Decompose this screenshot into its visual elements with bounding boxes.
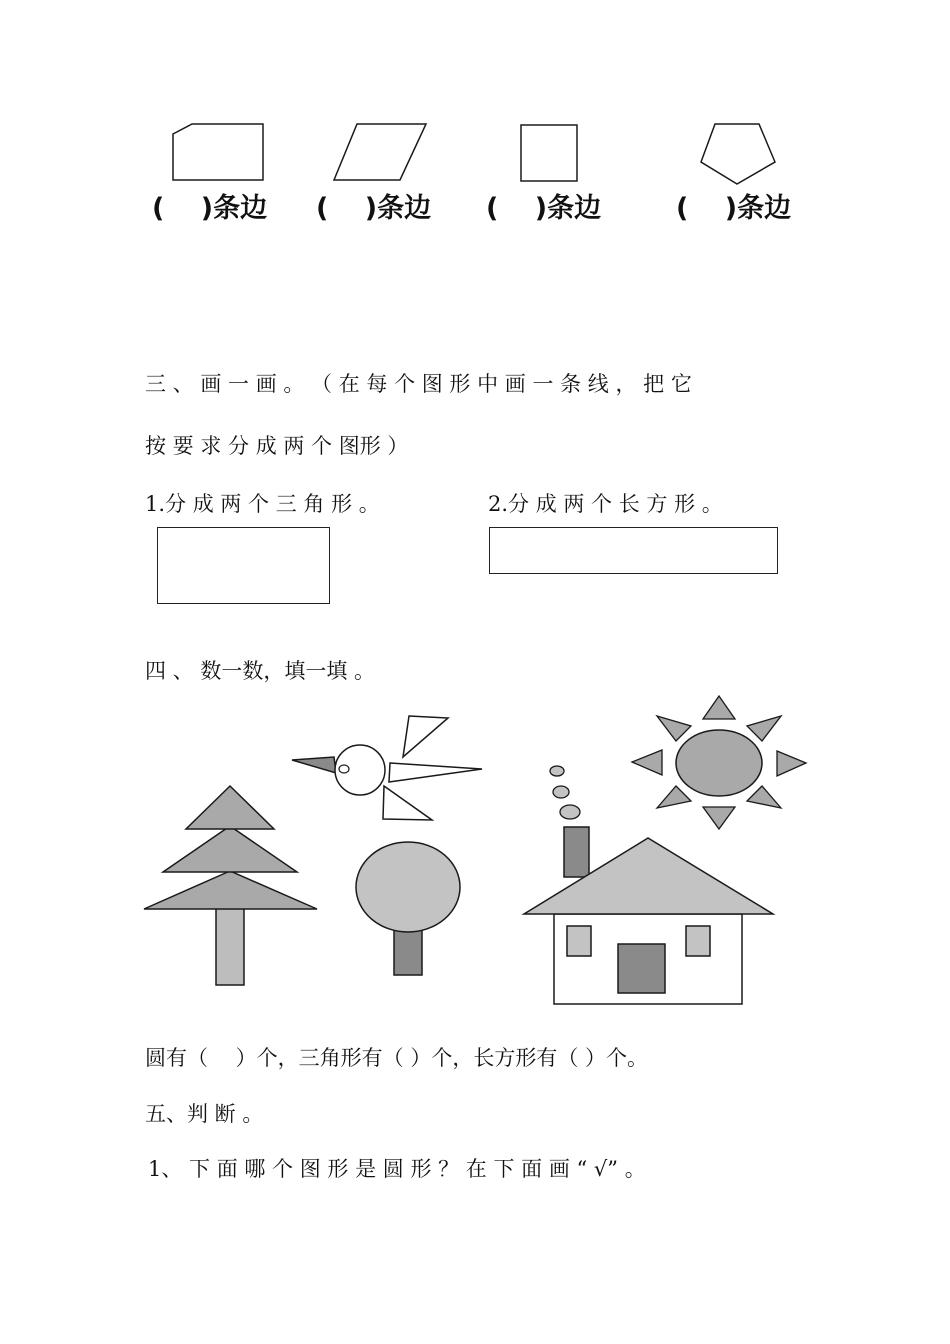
rectangle-to-split-into-rectangles[interactable]: [489, 527, 778, 574]
bird-tail: [389, 763, 482, 782]
house-window-right: [686, 926, 710, 956]
task1-label: 1.分 成 两 个 三 角 形 。: [145, 492, 380, 516]
pine-tier-middle: [163, 826, 297, 872]
pine-tree: [144, 786, 317, 985]
house-roof: [524, 838, 773, 914]
sun-ray-left: [632, 750, 662, 775]
house-door: [618, 944, 665, 993]
rectangle-to-split-into-triangles[interactable]: [157, 527, 330, 604]
sun-disk: [676, 730, 762, 796]
round-tree: [356, 842, 460, 975]
edge-label-1: ( )条边: [152, 193, 268, 224]
bird: [292, 716, 482, 820]
sun-ray-bottom-left: [657, 786, 691, 808]
pentagon-shape: [697, 120, 779, 188]
task2-label: 2.分 成 两 个 长 方 形 。: [488, 492, 723, 516]
cut-corner-rectangle-shape: [168, 122, 268, 184]
pine-tier-top: [186, 786, 274, 829]
shape-counting-picture: [140, 690, 820, 1012]
bird-wing-bottom: [383, 786, 432, 820]
sun-ray-right: [777, 751, 806, 776]
edge-label-2: ( )条边: [316, 193, 432, 224]
section4-title: 四 、 数一数，填一填 。: [145, 659, 376, 683]
sun: [632, 696, 806, 829]
parallelogram-shape: [330, 122, 430, 184]
section3-instruction-line1: 三 、 画 一 画 。 （ 在 每 个 图 形 中 画 一 条 线 ， 把 它: [145, 372, 692, 396]
house: [524, 827, 773, 1004]
chimney: [564, 827, 589, 877]
edge-label-3: ( )条边: [486, 193, 602, 224]
pine-tier-bottom: [144, 871, 317, 909]
counting-answer-line: 圆有（ ）个，三角形有（ ）个，长方形有（ ）个。: [145, 1046, 649, 1070]
sun-ray-top-right: [747, 716, 781, 741]
square-shape: [519, 122, 581, 184]
house-window-left: [567, 926, 591, 956]
sun-ray-top: [703, 696, 735, 719]
sun-ray-top-left: [657, 716, 691, 741]
section5-question1: 1、 下 面 哪 个 图 形 是 圆 形 ？ 在 下 面 画 “ √” 。: [148, 1157, 646, 1181]
pine-trunk: [216, 905, 244, 985]
bird-beak: [292, 757, 336, 773]
sun-ray-bottom: [703, 807, 735, 829]
bird-eye: [339, 765, 349, 773]
edge-label-4: ( )条边: [676, 193, 792, 224]
bird-wing-top: [403, 716, 448, 757]
section3-instruction-line2: 按 要 求 分 成 两 个 图形 ）: [145, 434, 409, 458]
sun-ray-bottom-right: [747, 786, 781, 808]
round-tree-crown: [356, 842, 460, 932]
section5-title: 五、判 断 。: [145, 1102, 264, 1126]
chimney-smoke: [550, 766, 580, 819]
